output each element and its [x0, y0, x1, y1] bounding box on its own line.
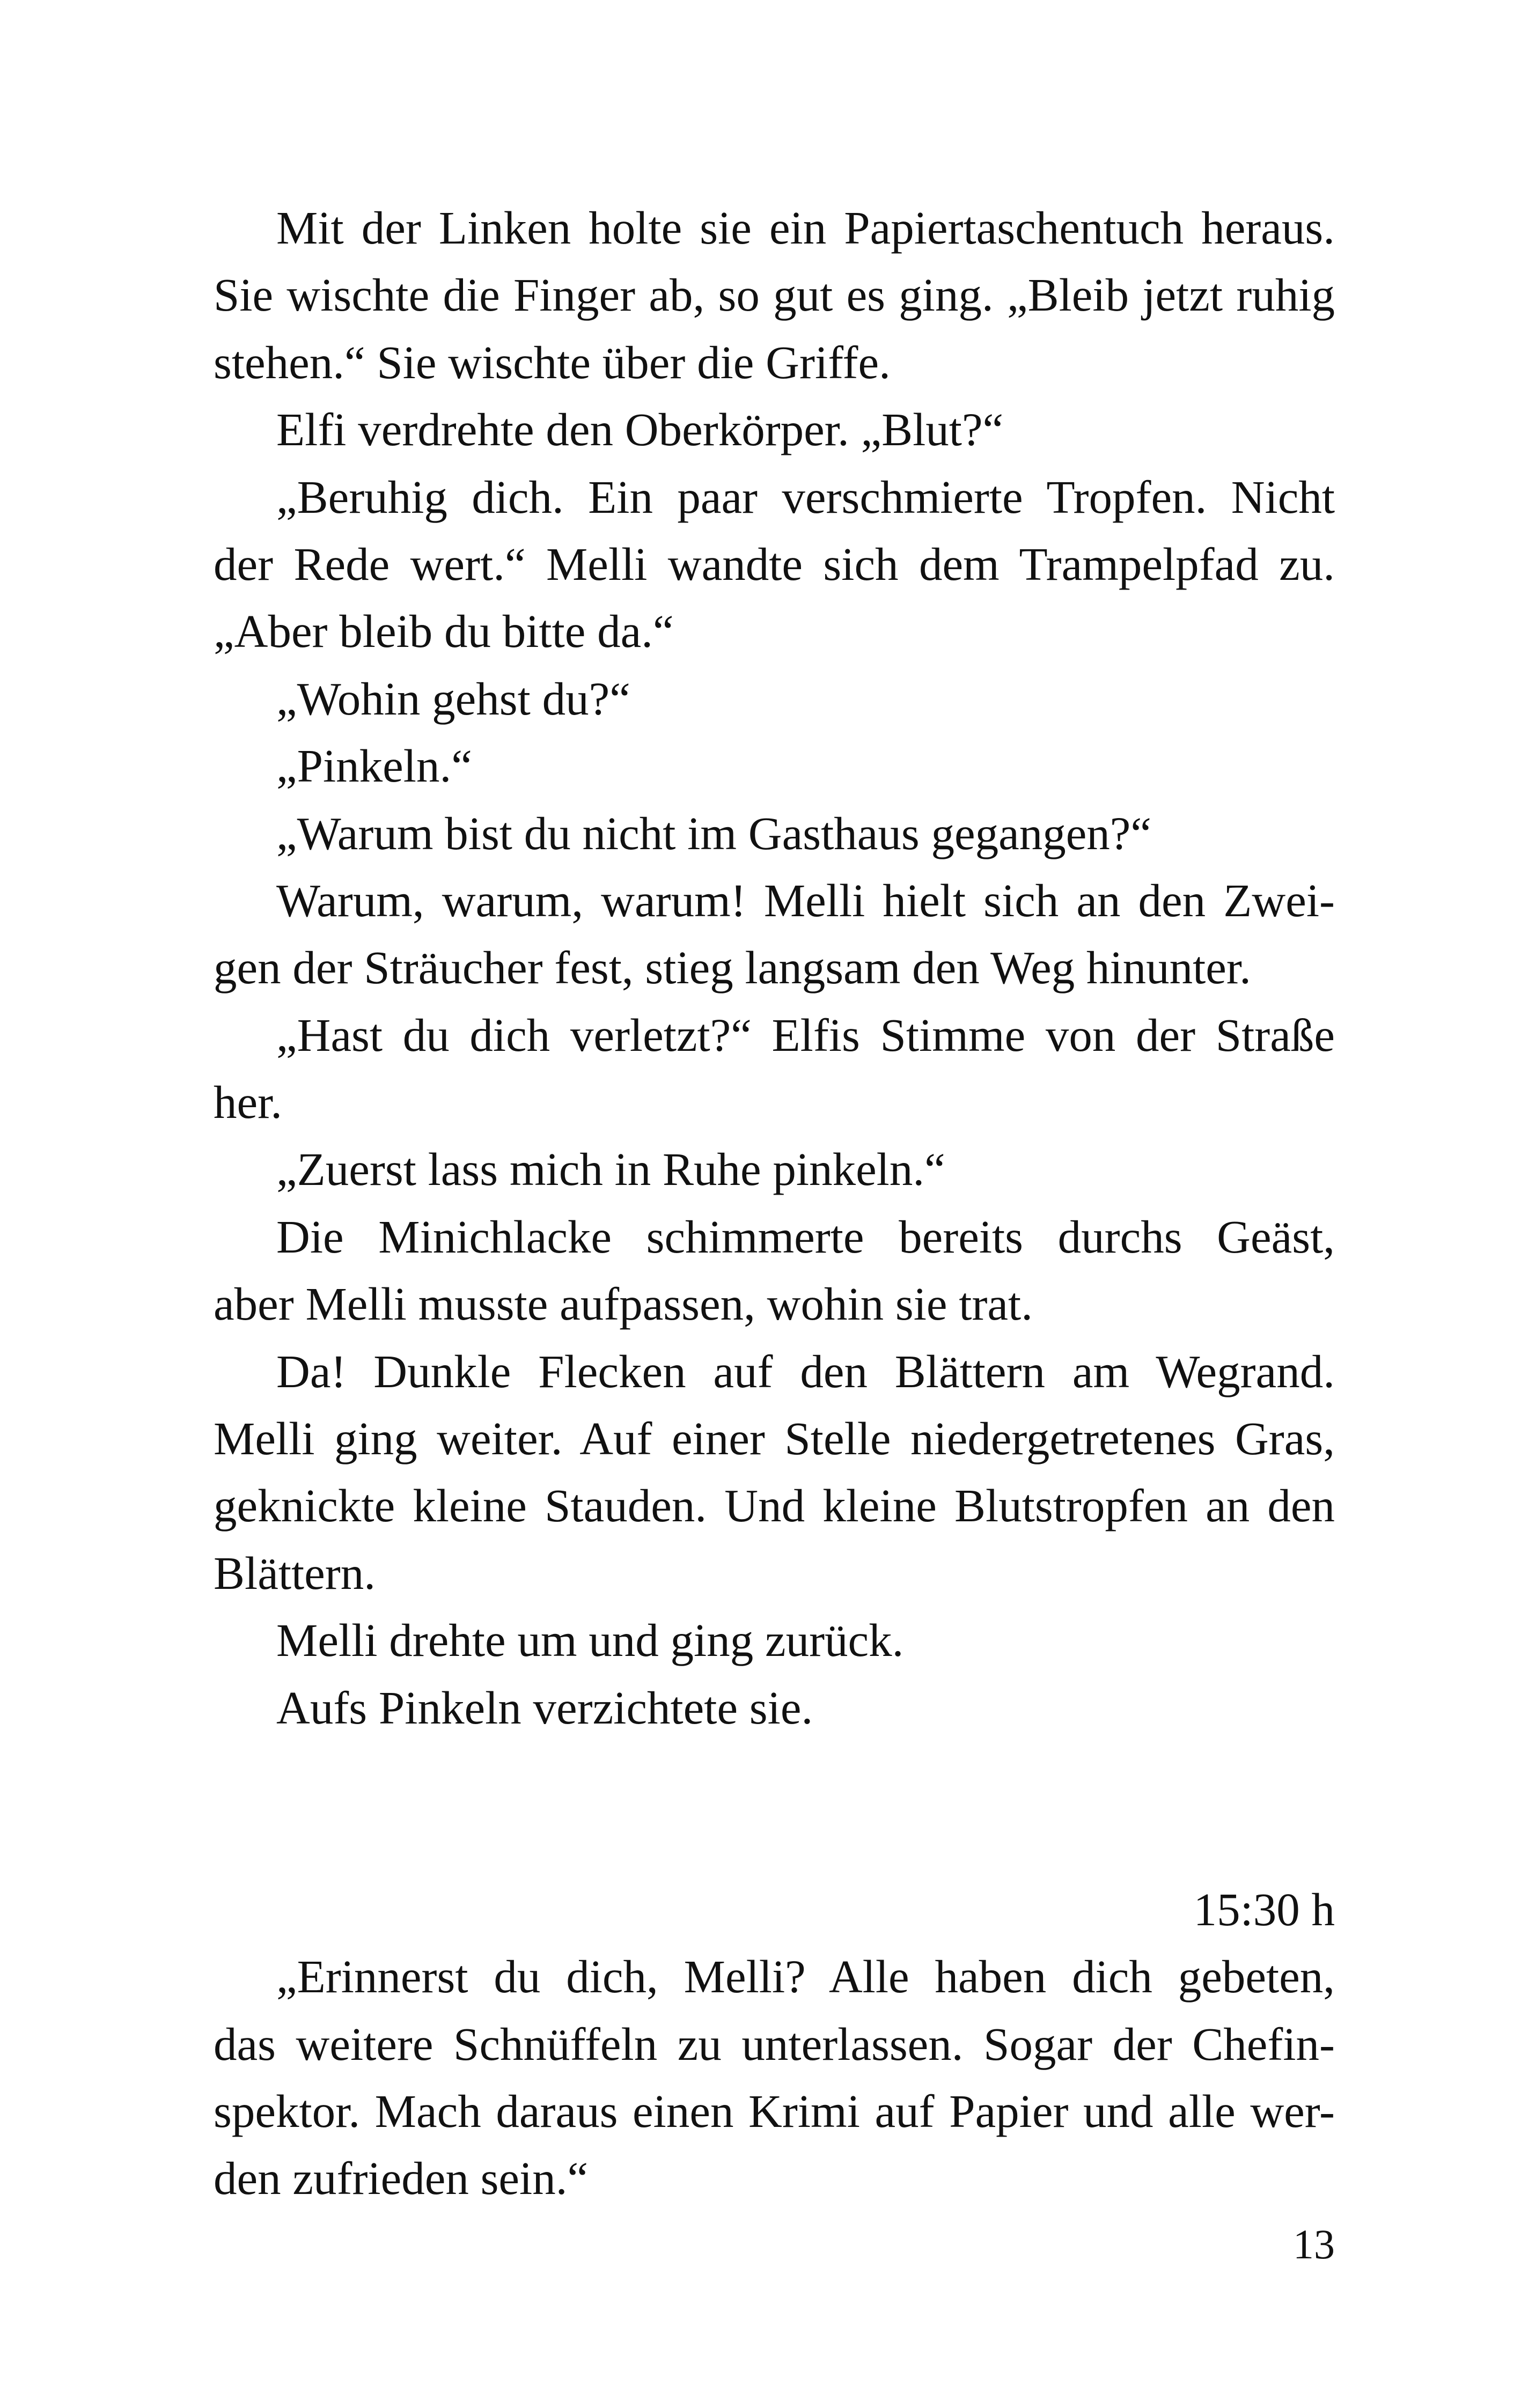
text-line: Die Minichlacke schimmerte bereits durchs Geäst, [276, 1210, 1335, 1263]
text-line: spektor. Mach daraus einen Krimi auf Papier und alle wer- [214, 2085, 1335, 2137]
text-line: Blättern. [214, 1547, 376, 1599]
page-body [214, 194, 1335, 2212]
text-line: Mit der Linken holte sie ein Papiertaschentuch heraus. [276, 202, 1335, 254]
text-line: gen der Sträucher fest, stieg langsam den Weg hinunter. [214, 941, 1251, 994]
text-line: Melli ging weiter. Auf einer Stelle niedergetretenes Gras, [214, 1412, 1335, 1465]
text-line: den zufrieden sein.“ [214, 2152, 589, 2205]
text-line: Aufs Pinkeln verzichtete sie. [276, 1681, 813, 1734]
text-line: der Rede wert.“ Melli wandte sich dem Trampelpfad zu. [214, 537, 1335, 590]
page-number: 13 [1293, 2221, 1335, 2267]
text-line: Elfi verdrehte den Oberkörper. „Blut?“ [276, 403, 1004, 456]
text-block-2 [214, 1943, 1335, 2212]
text-line: das weitere Schnüffeln zu unterlassen. Sogar der Chefin- [214, 2017, 1335, 2070]
text-line: „Hast du dich verletzt?“ Elfis Stimme von der Straße [276, 1008, 1335, 1061]
text-line: „Warum bist du nicht im Gasthaus gegangen?“ [276, 807, 1152, 859]
text-line: geknickte kleine Stauden. Und kleine Blutstropfen an den [214, 1479, 1335, 1532]
text-line: stehen.“ Sie wischte über die Griffe. [214, 336, 891, 388]
text-line: Da! Dunkle Flecken auf den Blättern am Wegrand. [276, 1345, 1335, 1397]
text-block-1 [214, 194, 1335, 1741]
text-line: „Wohin gehst du?“ [276, 672, 630, 725]
text-line: „Aber bleib du bitte da.“ [214, 605, 674, 658]
text-line: „Pinkeln.“ [276, 740, 472, 792]
text-line: „Zuerst lass mich in Ruhe pinkeln.“ [276, 1143, 945, 1196]
section-gap [214, 1741, 1335, 1876]
text-line: aber Melli musste aufpassen, wohin sie trat. [214, 1278, 1033, 1330]
text-line: „Beruhig dich. Ein paar verschmierte Tropfen. Nicht [276, 470, 1335, 523]
text-line: Warum, warum, warum! Melli hielt sich an den Zwei- [276, 874, 1335, 926]
time-heading: 15:30 h [1193, 1883, 1335, 1935]
text-line: her. [214, 1076, 283, 1129]
text-line: Sie wischte die Finger ab, so gut es ging. „Bleib jetzt ruhig [214, 269, 1335, 321]
text-line: „Erinnerst du dich, Melli? Alle haben dich gebeten, [276, 1950, 1335, 2003]
text-line: Melli drehte um und ging zurück. [276, 1614, 904, 1667]
